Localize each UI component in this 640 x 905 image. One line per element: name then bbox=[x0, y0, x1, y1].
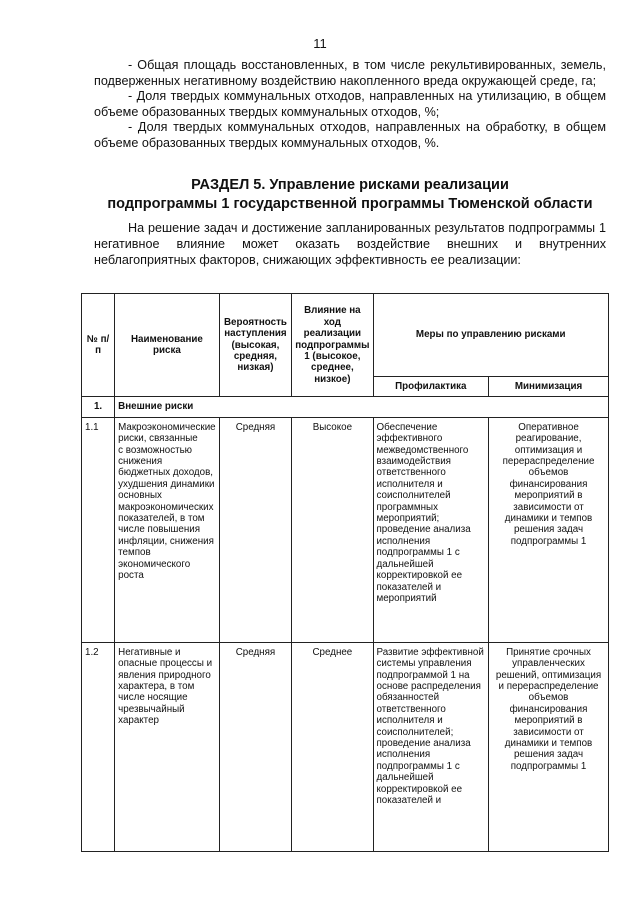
intro-paragraph bbox=[94, 220, 606, 268]
indicator-list bbox=[94, 58, 606, 151]
row-num: 1.2 bbox=[82, 642, 115, 851]
table-row bbox=[82, 642, 609, 851]
header-minimization: Минимизация bbox=[489, 377, 609, 397]
header-name: Наименование риска bbox=[115, 294, 219, 397]
row-minimization: Принятие срочных управленческих решений, оптимизация и перераспределение объемов финансирования мероприятий в зависимости от динамики и темпов решения задач подпрограммы 1 bbox=[489, 642, 609, 851]
page-number: 11 bbox=[313, 36, 327, 51]
row-risk-name: Макроэкономические риски, связанные с возможностью снижения бюджетных доходов, ухудшения динамики основных макроэкономических показателей, в том числе повышения инфляции, снижения темпов экономического роста bbox=[115, 417, 219, 642]
header-prevention: Профилактика bbox=[373, 377, 489, 397]
row-influence: Высокое bbox=[292, 417, 373, 642]
risk-table bbox=[81, 293, 609, 852]
header-num: № п/п bbox=[82, 294, 115, 397]
section-title-line-2: подпрограммы 1 государственной программы Тюменской области bbox=[107, 196, 593, 212]
row-risk-name: Негативные и опасные процессы и явления природного характера, в том числе носящие чрезвычайный характер bbox=[115, 642, 219, 851]
header-influence: Влияние на ход реализации подпрограммы 1 (высокое, среднее, низкое) bbox=[292, 294, 373, 397]
indicator-item: - Общая площадь восстановленных, в том числе рекультивированных, земель, подверженных негативному воздействию накопленного вреда окружающей среде, га; bbox=[94, 58, 606, 88]
row-num: 1.1 bbox=[82, 417, 115, 642]
table-header-row bbox=[82, 294, 609, 377]
group-row bbox=[82, 397, 609, 417]
row-probability: Средняя bbox=[219, 642, 292, 851]
row-minimization: Оперативное реагирование, оптимизация и перераспределение объемов финансирования мероприятий в зависимости от динамики и темпов решения задач подпрограммы 1 bbox=[489, 417, 609, 642]
header-measures: Меры по управлению рисками bbox=[373, 294, 609, 377]
paragraph-text: На решение задач и достижение запланированных результатов подпрограммы 1 негативное влияние может оказать воздействие внешних и внутренних неблагоприятных факторов, снижающих эффективность ее реализации: bbox=[94, 221, 606, 267]
row-probability: Средняя bbox=[219, 417, 292, 642]
header-probability: Вероятность наступления (высокая, средняя, низкая) bbox=[219, 294, 292, 397]
table-row bbox=[82, 417, 609, 642]
group-label: Внешние риски bbox=[115, 397, 609, 417]
section-heading bbox=[80, 176, 620, 214]
row-prevention: Обеспечение эффективного межведомственного взаимодействия ответственного исполнителя и соисполнителей программных мероприятий; проведение анализа исполнения подпрограммы 1 с дальнейшей корректировкой ее показателей и мероприятий bbox=[373, 417, 489, 642]
row-influence: Среднее bbox=[292, 642, 373, 851]
section-title-line-1: РАЗДЕЛ 5. Управление рисками реализации bbox=[191, 177, 509, 193]
row-prevention: Развитие эффективной системы управления подпрограммой 1 на основе распределения обязанностей ответственного исполнителя и соисполнителей; проведение анализа исполнения подпрограммы 1 с дальнейшей корректировкой ее показателей и bbox=[373, 642, 489, 851]
indicator-item: - Доля твердых коммунальных отходов, направленных на обработку, в общем объеме образованных твердых коммунальных отходов, %. bbox=[94, 120, 606, 150]
group-num: 1. bbox=[82, 397, 115, 417]
indicator-item: - Доля твердых коммунальных отходов, направленных на утилизацию, в общем объеме образованных твердых коммунальных отходов, %; bbox=[94, 89, 606, 119]
